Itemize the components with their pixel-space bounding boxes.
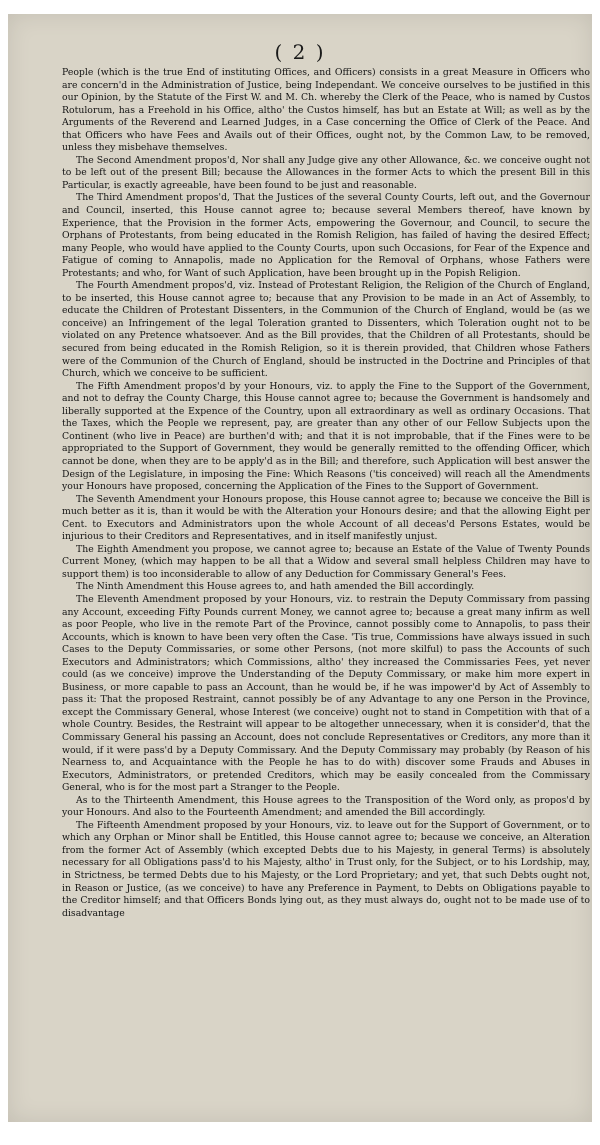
paragraph-2: The Second Amendment propos'd, Nor shall any Judge give any other Allowance, &c. we conceive ought not to be left out of the present Bill; because the Allowances in the former Acts to which the present Bill in this Particular, is exactly agreeable, have been found to be just and reasonable.: [62, 154, 590, 191]
bottom-margin: [0, 1122, 600, 1145]
page-number: ( 2 ): [274, 40, 326, 64]
paragraph-9: The Eleventh Amendment proposed by your Honours, viz. to restrain the Deputy Commissary from passing any Account, exceeding Fifty Pounds current Money, we cannot agree to; because a great many infirm as well as poor People, who live in the remote Part of the Province, cannot possibly come to Annapolis, to pass their Accounts, which is known to have been very often the Case. 'Tis true, Commissions have always issued in such Cases to the Deputy Commissaries, or some other Persons, (not more skilful) to pass the Accounts of such Executors and Administrators; which Commissions, altho' they increased the Commissaries Fees, yet never could (as we conceive) improve the Understanding of the Deputy Commissary, or make him more expert in Business, or more capable to pass an Account, than he would be, if he was impower'd by Act of Assembly to pass it: That the proposed Restraint, cannot possibly be of any Advantage to any one Person in the Province, except the Commissary General, whose Interest (we conceive) ought not to stand in Competition with that of a whole Country. Besides, the Restraint will appear to be altogether unnecessary, when it is consider'd, that the Commissary General his passing an Account, does not conclude Representatives or Creditors, any more than it would, if it were pass'd by a Deputy Commissary. And the Deputy Commissary may probably (by Reason of his Nearness to, and Acquaintance with the People he has to do with) discover some Frauds and Abuses in Executors, Administrators, or pretended Creditors, which may be easily concealed from the Commissary General, who is for the most part a Stranger to the People.: [62, 593, 590, 794]
paragraph-11: The Fifteenth Amendment proposed by your Honours, viz. to leave out for the Support of Government, or to which any Orphan or Minor shall be Entitled, this House cannot agree to; because we conceive, an Alteration from the former Act of Assembly (which excepted Debts due to his Majesty, in general Terms) is absolutely necessary for all Obligations pass'd to his Majesty, altho' in Trust only, for the Subject, or to his Lordship, may, in Strictness, be termed Debts due to his Majesty, or the Lord Proprietary; and yet, that such Debts ought not, in Reason or Justice, (as we conceive) to have any Preference in Payment, to Debts on Obligations payable to the Creditor himself; and that Officers Bonds lying out, as they must always do, ought not to be made use of to disadvantage: [62, 819, 590, 919]
paragraph-4: The Fourth Amendment propos'd, viz. Instead of Protestant Religion, the Religion of the Church of England, to be inserted, this House cannot agree to; because that any Provision to be made in an Act of Assembly, to educate the Children of Protestant Dissenters, in the Communion of the Church of England, would be (as we conceive) an Infringement of the legal Toleration granted to Dissenters, which Toleration ought not to be violated on any Pretence whatsoever. And as the Bill provides, that the Children of all Protestants, should be secured from being educated in the Romish Religion, so it is therein provided, that Children whose Fathers were of the Communion of the Church of England, should be instructed in the Doctrine and Principles of that Church, which we conceive to be sufficient.: [62, 280, 590, 380]
paragraph-5: The Fifth Amendment propos'd by your Honours, viz. to apply the Fine to the Support of the Government, and not to defray the County Charge, this House cannot agree to; because the Government is handsomely and liberally supported at the Expence of the Country, upon all extraordinary as well as ordinary Occasions. That the Taxes, which the People we represent, pay, are greater than any other of our Fellow Subjects upon the Continent (who live in Peace) are burthen'd with; and that it is not improbable, that if the Fines were to be appropriated to the Support of Government, they would be generally remitted to the offending Officer, which cannot be done, when they are to be apply'd as in the Bill; and therefore, such Application will best answer the Design of the Legislature, in imposing the Fine: Which Reasons ('tis conceived) will reach all the Amendments your Honours have proposed, concerning the Application of the Fines to the Support of Government.: [62, 380, 590, 493]
document-body: [62, 67, 590, 920]
paragraph-10: As to the Thirteenth Amendment, this House agrees to the Transposition of the Word only, as propos'd by your Honours. And also to the Fourteenth Amendment; and amended the Bill accordingly.: [62, 794, 590, 819]
paragraph-8: The Ninth Amendment this House agrees to, and hath amended the Bill accordingly.: [76, 581, 475, 593]
paragraph-1: People (which is the true End of instituting Offices, and Officers) consists in a great Measure in Officers who are concern'd in the Administration of Justice, being Independant. We conceive ourselves to be justified in this our Opinion, by the Statute of the First W. and M. Ch. whereby the Clerk of the Peace, who is named by Custos Rotulorum, has a Freehold in his Office, altho' the Custos himself, has but an Estate at Will; as well as by the Arguments of the Reverend and Learned Judges, in a Case concerning the Office of Clerk of the Peace. And that Officers who have Fees and Avails out of their Offices, ought not, by the Common Law, to be removed, unless they misbehave themselves.: [62, 67, 590, 154]
paragraph-6: The Seventh Amendment your Honours propose, this House cannot agree to; because we conceive the Bill is much better as it is, than it would be with the Alteration your Honours desire; and that the allowing Eight per Cent. to Executors and Administrators upon the whole Account of all deceas'd Persons Estates, would be injurious to their Creditors and Representatives, and in itself manifestly unjust.: [62, 493, 590, 543]
paragraph-7: The Eighth Amendment you propose, we cannot agree to; because an Estate of the Value of Twenty Pounds Current Money, (which may happen to be all that a Widow and several small helpless Children may have to support them) is too inconsiderable to allow of any Deduction for Commissary General's Fees.: [62, 543, 590, 580]
paragraph-3: The Third Amendment propos'd, That the Justices of the several County Courts, left out, and the Governour and Council, inserted, this House cannot agree to; because several Members thereof, have known by Experience, that the Provision in the former Acts, empowering the Governour, and Council, to secure the Orphans of Protestants, from being educated in the Romish Religion, has failed of having the desired Effect; many People, who would have applied to the County Courts, upon such Occasions, for Fear of the Expence and Fatigue of coming to Annapolis, made no Application for the Removal of Orphans, whose Fathers were Protestants; and who, for Want of such Application, have been brought up in the Popish Religion.: [62, 192, 590, 279]
